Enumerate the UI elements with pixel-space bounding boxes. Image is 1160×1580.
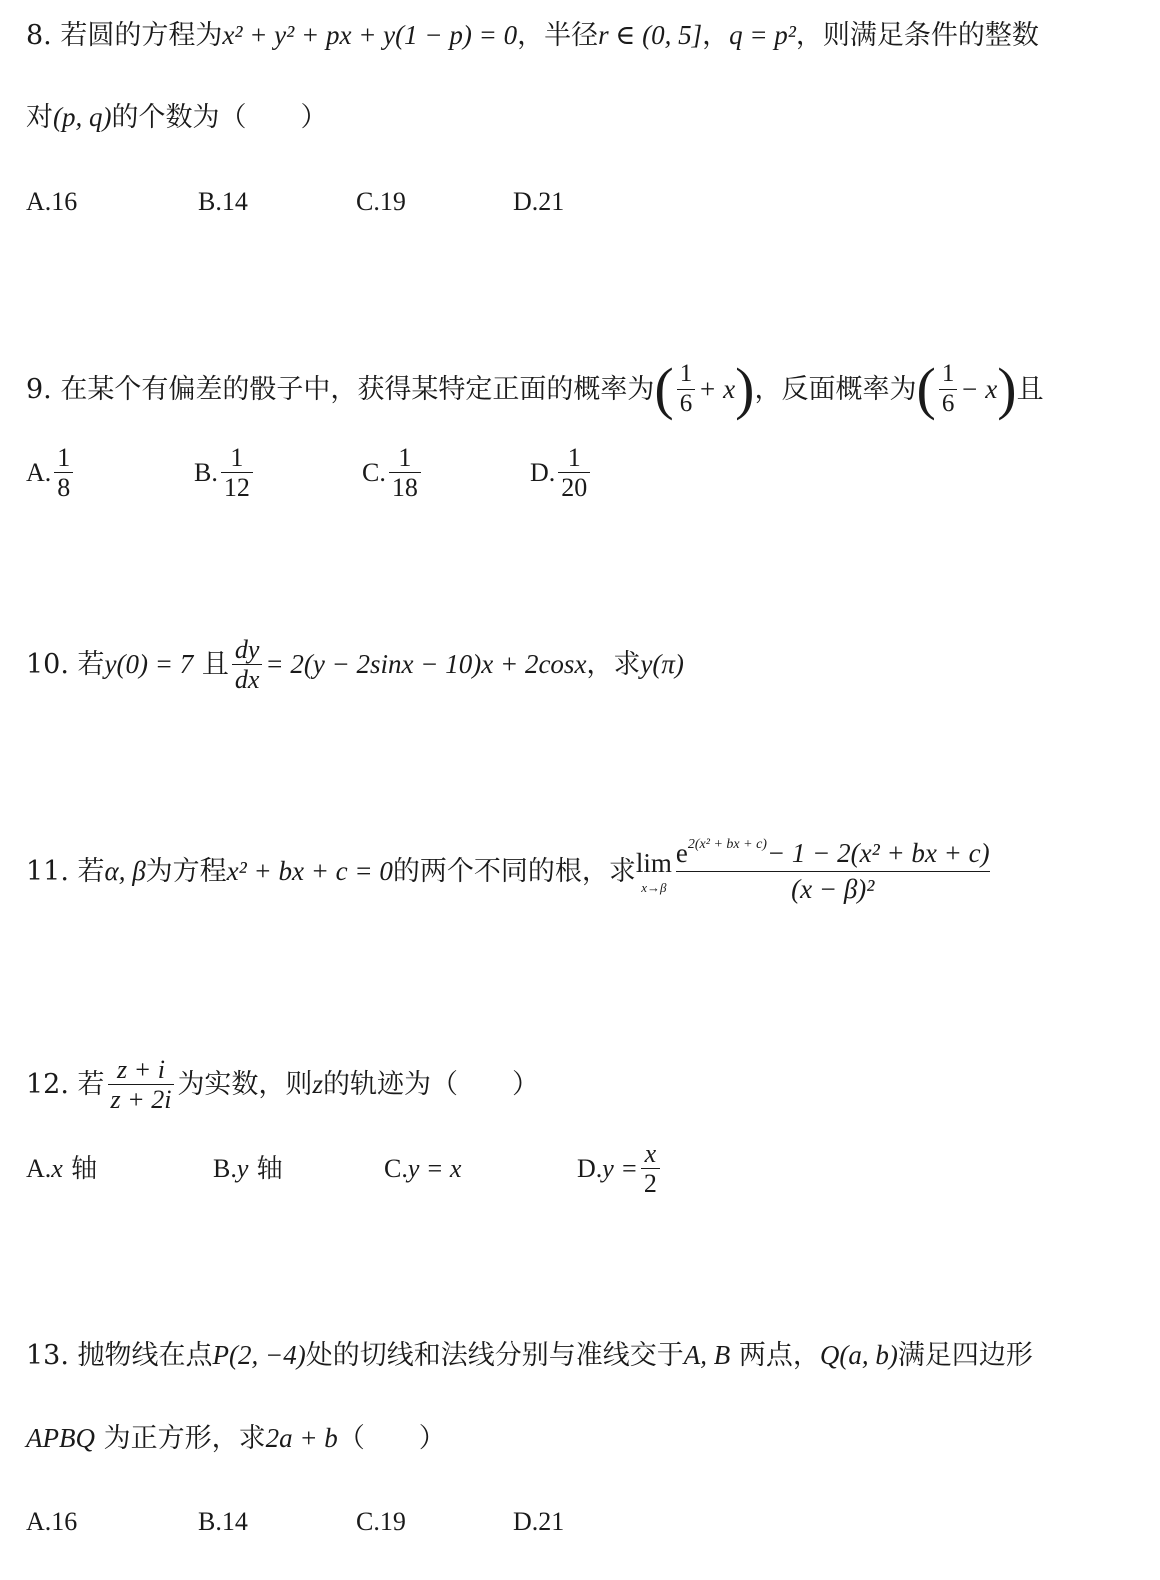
q13-option-d[interactable] xyxy=(513,1509,564,1535)
exp-power: 2(x² + bx + c) xyxy=(687,837,767,852)
option-label: D. xyxy=(513,187,539,216)
q13-point-q: Q(a, b) xyxy=(819,1340,898,1370)
option-label: C. xyxy=(384,1154,408,1183)
q13-quadrilateral: APBQ xyxy=(26,1423,95,1453)
q9-text-3: 且 xyxy=(1016,373,1044,405)
exp-base: e xyxy=(675,838,688,868)
q10-text-2: 且 xyxy=(201,649,229,681)
q9-fraction-2 xyxy=(939,361,958,417)
q11-roots: α, β xyxy=(104,856,146,886)
numerator-rest: − 1 − 2(x² + bx + c) xyxy=(766,838,990,868)
option-value: 14 xyxy=(221,1507,248,1536)
fraction-numerator: 1 xyxy=(567,443,581,472)
option-label: C. xyxy=(356,187,380,216)
q8-text-3: ， xyxy=(702,20,730,51)
q12-option-a[interactable] xyxy=(26,1156,97,1182)
fraction-numerator: x xyxy=(644,1139,657,1168)
q10-rhs: = 2(y − 2sinx − 10)x + 2cosx xyxy=(265,649,587,680)
q8-equation: x² + y² + px + y(1 − p) = 0 xyxy=(222,20,518,50)
option-value: 16 xyxy=(51,187,78,216)
q12-option-b[interactable] xyxy=(213,1156,283,1182)
q8-option-b[interactable] xyxy=(198,189,248,215)
q11-limit xyxy=(635,847,672,895)
q13-line2 xyxy=(26,1425,446,1452)
fraction-denominator: 12 xyxy=(223,473,250,503)
option-math: x xyxy=(51,1154,63,1183)
option-label: D. xyxy=(530,457,556,487)
q8-option-c[interactable] xyxy=(356,189,406,215)
option-math: y = xyxy=(602,1153,638,1183)
fraction-denominator: 18 xyxy=(391,473,418,503)
fraction-denominator: (x − β)² xyxy=(791,874,875,904)
limit-subscript: x→β xyxy=(641,879,667,895)
q9-fraction-1 xyxy=(677,361,696,417)
option-label: B. xyxy=(213,1154,237,1183)
limit-operator: lim xyxy=(635,847,672,878)
q9-text-1: 在某个有偏差的骰子中，获得某特定正面的概率为 xyxy=(60,373,655,405)
q9-line1 xyxy=(26,356,1044,421)
option-value: 14 xyxy=(221,187,248,216)
q8-option-d[interactable] xyxy=(513,189,564,215)
q8-text-6: 的个数为（ ） xyxy=(111,102,328,133)
q8-text-1: 若圆的方程为 xyxy=(60,20,223,51)
option-text: 轴 xyxy=(62,1154,98,1184)
q8-line2 xyxy=(26,104,327,131)
option-value: 21 xyxy=(538,187,565,216)
option-math: y xyxy=(236,1154,249,1183)
right-paren: ) xyxy=(735,356,755,421)
fraction-denominator: 6 xyxy=(941,389,955,417)
option-value: 19 xyxy=(379,187,406,216)
q13-text-3: 两点， xyxy=(738,1340,820,1371)
q11-equation: x² + bx + c = 0 xyxy=(226,856,393,886)
q11-text-2: 为方程 xyxy=(145,856,227,887)
fraction-denominator: 20 xyxy=(561,473,588,503)
q13-text-1: 抛物线在点 xyxy=(77,1340,213,1371)
fraction-denominator: 8 xyxy=(57,473,71,503)
option-math: y = x xyxy=(407,1154,462,1183)
option-label: D. xyxy=(513,1507,539,1536)
q12-line1 xyxy=(26,1056,539,1114)
option-label: B. xyxy=(194,457,218,487)
q8-text-2: ，半径 xyxy=(517,20,599,51)
option-label: C. xyxy=(356,1507,380,1536)
q13-number: 13. xyxy=(26,1340,69,1371)
option-value: 16 xyxy=(51,1507,78,1536)
option-label: A. xyxy=(26,187,52,216)
fraction-denominator: 2 xyxy=(643,1169,657,1199)
q8-line1 xyxy=(26,22,1039,49)
q10-text-3: ，求 xyxy=(586,649,641,681)
option-label: C. xyxy=(362,457,386,487)
fraction-numerator xyxy=(675,837,990,868)
fraction-numerator: z + i xyxy=(117,1055,165,1084)
q12-text-2: 为实数，则 xyxy=(177,1069,313,1101)
q8-text-5: 对 xyxy=(26,102,53,133)
q12-text-3: 的轨迹为（ ） xyxy=(322,1069,539,1101)
q13-text-6: （ ） xyxy=(337,1423,446,1454)
q9-option-d[interactable] xyxy=(530,444,593,502)
fraction-numerator: 1 xyxy=(398,443,412,472)
q13-expression: 2a + b xyxy=(265,1423,338,1453)
q12-option-d[interactable] xyxy=(577,1140,663,1198)
fraction-numerator: 1 xyxy=(57,443,71,472)
q9-option-c[interactable] xyxy=(362,444,424,502)
q10-derivative xyxy=(232,636,263,694)
fraction-denominator: 6 xyxy=(679,389,693,417)
q13-point-p: P(2, −4) xyxy=(212,1340,306,1370)
q11-line1 xyxy=(26,837,990,904)
q13-option-b[interactable] xyxy=(198,1509,248,1535)
option-label: D. xyxy=(577,1153,603,1183)
q9-text-2: ，反面概率为 xyxy=(754,373,917,405)
option-label: A. xyxy=(26,1507,52,1536)
q13-points-ab: A, B xyxy=(683,1340,731,1370)
right-paren: ) xyxy=(997,356,1017,421)
q12-text-1: 若 xyxy=(77,1069,105,1101)
q9-plus-x: + x xyxy=(698,373,736,404)
option-label: A. xyxy=(26,1154,52,1183)
q8-option-a[interactable] xyxy=(26,189,77,215)
q8-pair: (p, q) xyxy=(53,102,112,132)
option-label: B. xyxy=(198,187,222,216)
option-value: 21 xyxy=(538,1507,565,1536)
q13-option-a[interactable] xyxy=(26,1509,77,1535)
fraction-numerator: 1 xyxy=(941,360,955,388)
q9-minus-x: − x xyxy=(960,373,998,404)
q12-fraction xyxy=(108,1056,175,1114)
fraction-numerator: dy xyxy=(234,635,260,664)
option-text: 轴 xyxy=(248,1154,283,1184)
q12-number: 12. xyxy=(26,1069,69,1101)
fraction-bar xyxy=(676,871,990,872)
left-paren: ( xyxy=(916,356,936,421)
q13-text-5: 为正方形，求 xyxy=(103,1423,266,1454)
q11-limit-fraction xyxy=(675,837,990,904)
option-fraction xyxy=(221,444,253,502)
q11-number: 11. xyxy=(26,856,69,887)
option-fraction xyxy=(641,1140,660,1198)
left-paren: ( xyxy=(654,356,674,421)
q11-text-3: 的两个不同的根，求 xyxy=(392,856,636,887)
option-fraction xyxy=(558,444,590,502)
q13-option-c[interactable] xyxy=(356,1509,406,1535)
q8-q-def: q = p² xyxy=(729,20,796,50)
fraction-denominator: z + 2i xyxy=(110,1085,172,1115)
option-label: A. xyxy=(26,457,52,487)
q8-number: 8. xyxy=(26,20,52,51)
option-fraction xyxy=(389,444,421,502)
q10-ask: y(π) xyxy=(640,649,684,680)
option-label: B. xyxy=(198,1507,222,1536)
q13-line1 xyxy=(26,1342,1033,1369)
fraction-numerator: 1 xyxy=(679,360,693,388)
q13-text-4: 满足四边形 xyxy=(897,1340,1033,1371)
q10-initial-condition: y(0) = 7 xyxy=(104,649,194,680)
q10-line1 xyxy=(26,636,684,694)
q8-text-4: ，则满足条件的整数 xyxy=(795,20,1039,51)
option-fraction xyxy=(54,444,73,502)
q9-number: 9. xyxy=(26,373,52,405)
fraction-denominator: dx xyxy=(234,665,260,695)
option-value: 19 xyxy=(379,1507,406,1536)
q12-option-c[interactable] xyxy=(384,1156,461,1182)
q9-option-b[interactable] xyxy=(194,444,256,502)
q10-number: 10. xyxy=(26,649,69,681)
q11-text-1: 若 xyxy=(77,856,105,887)
q12-z: z xyxy=(312,1069,323,1100)
q13-text-2: 处的切线和法线分别与准线交于 xyxy=(305,1340,684,1371)
q10-text-1: 若 xyxy=(77,649,105,681)
q8-radius: r ∈ (0, 5] xyxy=(598,20,703,50)
fraction-numerator: 1 xyxy=(230,443,244,472)
q9-option-a[interactable] xyxy=(26,444,76,502)
